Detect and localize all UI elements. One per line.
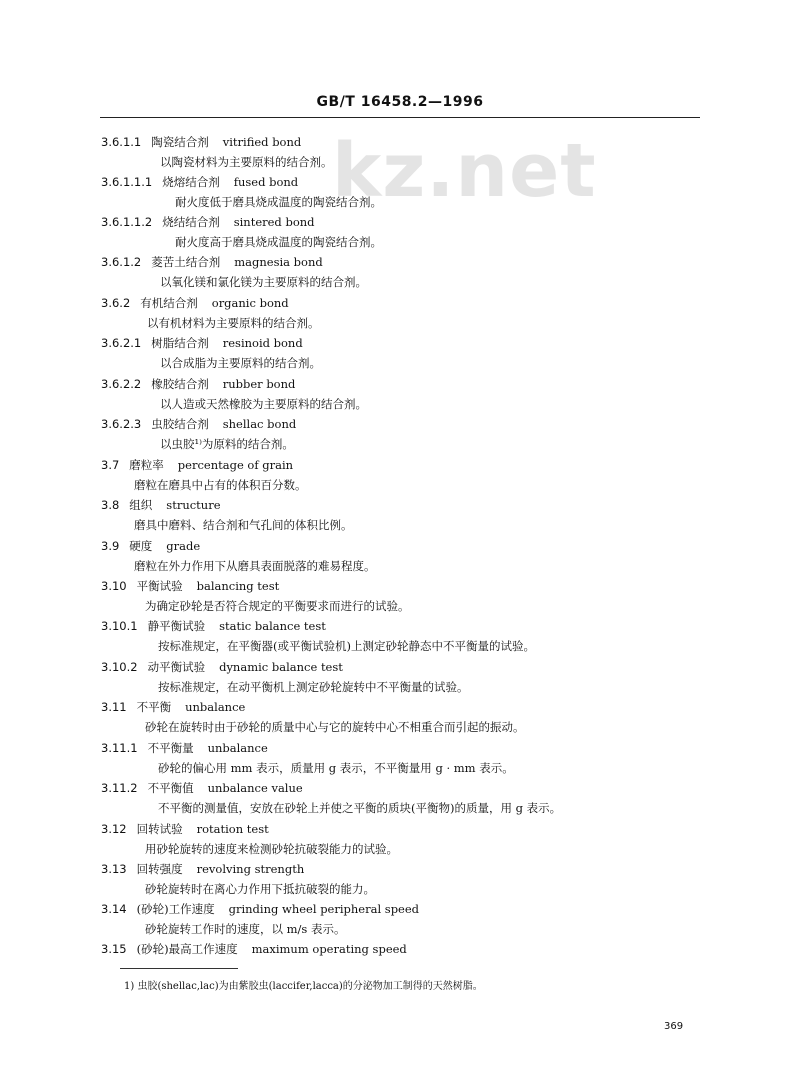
term-chinese: 回转强度 bbox=[136, 862, 183, 876]
term-line bbox=[101, 375, 295, 393]
term-definition: 砂轮旋转时在离心力作用下抵抗破裂的能力。 bbox=[145, 882, 375, 896]
footnote: 1) 虫胶(shellac,lac)为由紫胶虫(laccifer,lacca)的分泌物加工制得的天然树脂。 bbox=[124, 981, 483, 992]
clause-number: 3.6.2.1 bbox=[101, 336, 142, 350]
term-english: resinoid bond bbox=[222, 336, 303, 350]
term-chinese: 静平衡试验 bbox=[147, 619, 206, 633]
watermark: kz.net bbox=[332, 128, 597, 214]
term-chinese: 陶瓷结合剂 bbox=[151, 135, 209, 149]
clause-number: 3.6.2.3 bbox=[101, 417, 142, 431]
term-chinese: 不平衡值 bbox=[147, 781, 194, 795]
term-chinese: 有机结合剂 bbox=[140, 296, 198, 310]
term-chinese: 平衡试验 bbox=[136, 579, 183, 593]
term-line bbox=[101, 577, 279, 595]
term-english: unbalance bbox=[185, 700, 246, 714]
term-line bbox=[101, 133, 301, 151]
clause-number: 3.12 bbox=[101, 822, 127, 836]
term-english: rotation test bbox=[196, 822, 269, 836]
clause-number: 3.14 bbox=[101, 902, 127, 916]
term-english: grinding wheel peripheral speed bbox=[228, 902, 420, 916]
term-line bbox=[101, 537, 200, 555]
term-line bbox=[101, 213, 315, 231]
clause-number: 3.10.2 bbox=[101, 660, 138, 674]
term-line bbox=[101, 617, 326, 635]
term-english: sintered bond bbox=[233, 215, 315, 229]
clause-number: 3.8 bbox=[101, 498, 120, 512]
term-definition: 用砂轮旋转的速度来检测砂轮抗破裂能力的试验。 bbox=[145, 842, 398, 856]
term-english: dynamic balance test bbox=[219, 660, 343, 674]
clause-number: 3.6.2.2 bbox=[101, 377, 142, 391]
term-english: fused bond bbox=[233, 175, 299, 189]
term-definition: 以氧化镁和氯化镁为主要原料的结合剂。 bbox=[160, 275, 367, 289]
footnote-rule bbox=[120, 968, 238, 969]
term-definition: 磨粒在磨具中占有的体积百分数。 bbox=[134, 478, 307, 492]
term-chinese: (砂轮)工作速度 bbox=[136, 902, 215, 916]
term-chinese: 不平衡量 bbox=[147, 741, 194, 755]
clause-number: 3.11 bbox=[101, 700, 127, 714]
clause-number: 3.13 bbox=[101, 862, 127, 876]
term-line bbox=[101, 415, 296, 433]
term-line bbox=[101, 860, 304, 878]
term-line bbox=[101, 456, 293, 474]
term-line bbox=[101, 900, 419, 918]
term-definition: 按标准规定，在平衡器(或平衡试验机)上测定砂轮静态中不平衡量的试验。 bbox=[158, 639, 535, 653]
term-definition: 磨粒在外力作用下从磨具表面脱落的难易程度。 bbox=[134, 559, 376, 573]
term-english: magnesia bond bbox=[234, 255, 323, 269]
term-definition: 耐火度低于磨具烧成温度的陶瓷结合剂。 bbox=[175, 195, 382, 209]
clause-number: 3.9 bbox=[101, 539, 120, 553]
term-definition: 磨具中磨料、结合剂和气孔间的体积比例。 bbox=[134, 518, 353, 532]
term-line bbox=[101, 698, 245, 716]
term-english: balancing test bbox=[196, 579, 280, 593]
term-line bbox=[101, 739, 268, 757]
term-definition: 按标准规定，在动平衡机上测定砂轮旋转中不平衡量的试验。 bbox=[158, 680, 469, 694]
term-chinese: 磨粒率 bbox=[129, 458, 164, 472]
page-header: GB/T 16458.2—1996 bbox=[316, 94, 484, 110]
clause-number: 3.6.1.2 bbox=[101, 255, 142, 269]
term-chinese: 硬度 bbox=[129, 539, 153, 553]
term-english: organic bond bbox=[211, 296, 289, 310]
term-line bbox=[101, 173, 298, 191]
term-definition: 不平衡的测量值，安放在砂轮上并使之平衡的质块(平衡物)的质量，用 g 表示。 bbox=[158, 801, 562, 815]
term-chinese: 橡胶结合剂 bbox=[151, 377, 209, 391]
term-definition: 以陶瓷材料为主要原料的结合剂。 bbox=[160, 155, 333, 169]
clause-number: 3.6.1.1.2 bbox=[101, 215, 153, 229]
term-chinese: 烧结结合剂 bbox=[162, 215, 220, 229]
term-line bbox=[101, 294, 289, 312]
term-line bbox=[101, 253, 323, 271]
term-chinese: (砂轮)最高工作速度 bbox=[136, 942, 238, 956]
term-chinese: 菱苦土结合剂 bbox=[151, 255, 221, 269]
term-english: maximum operating speed bbox=[251, 942, 407, 956]
term-chinese: 烧熔结合剂 bbox=[162, 175, 220, 189]
term-definition: 以有机材料为主要原料的结合剂。 bbox=[147, 316, 320, 330]
term-english: grade bbox=[166, 539, 201, 553]
term-line bbox=[101, 496, 221, 514]
term-definition: 耐火度高于磨具烧成温度的陶瓷结合剂。 bbox=[175, 235, 382, 249]
term-line bbox=[101, 779, 303, 797]
clause-number: 3.11.2 bbox=[101, 781, 138, 795]
term-english: unbalance bbox=[207, 741, 268, 755]
clause-number: 3.10.1 bbox=[101, 619, 138, 633]
term-definition: 砂轮的偏心用 mm 表示，质量用 g 表示，不平衡量用 g · mm 表示。 bbox=[158, 761, 514, 775]
term-chinese: 组织 bbox=[129, 498, 153, 512]
term-english: revolving strength bbox=[196, 862, 305, 876]
term-english: vitrified bond bbox=[222, 135, 302, 149]
clause-number: 3.6.1.1 bbox=[101, 135, 142, 149]
page-number: 369 bbox=[664, 1021, 684, 1032]
term-chinese: 树脂结合剂 bbox=[151, 336, 209, 350]
term-english: static balance test bbox=[219, 619, 326, 633]
term-definition: 以虫胶¹⁾为原料的结合剂。 bbox=[160, 437, 294, 451]
clause-number: 3.6.2 bbox=[101, 296, 131, 310]
clause-number: 3.10 bbox=[101, 579, 127, 593]
term-line bbox=[101, 940, 407, 958]
header-rule bbox=[100, 117, 700, 118]
term-definition: 为确定砂轮是否符合规定的平衡要求而进行的试验。 bbox=[145, 599, 410, 613]
term-line bbox=[101, 334, 303, 352]
term-definition: 以合成脂为主要原料的结合剂。 bbox=[160, 356, 321, 370]
term-chinese: 虫胶结合剂 bbox=[151, 417, 209, 431]
term-english: structure bbox=[166, 498, 221, 512]
term-chinese: 动平衡试验 bbox=[147, 660, 206, 674]
term-chinese: 不平衡 bbox=[136, 700, 172, 714]
term-definition: 砂轮旋转工作时的速度，以 m/s 表示。 bbox=[145, 922, 346, 936]
clause-number: 3.6.1.1.1 bbox=[101, 175, 153, 189]
term-chinese: 回转试验 bbox=[136, 822, 183, 836]
term-definition: 砂轮在旋转时由于砂轮的质量中心与它的旋转中心不相重合而引起的振动。 bbox=[145, 720, 525, 734]
term-line bbox=[101, 658, 343, 676]
term-line bbox=[101, 820, 269, 838]
clause-number: 3.11.1 bbox=[101, 741, 138, 755]
term-english: percentage of grain bbox=[177, 458, 294, 472]
term-english: shellac bond bbox=[222, 417, 297, 431]
term-definition: 以人造或天然橡胶为主要原料的结合剂。 bbox=[160, 397, 367, 411]
term-english: unbalance value bbox=[207, 781, 303, 795]
clause-number: 3.15 bbox=[101, 942, 127, 956]
term-english: rubber bond bbox=[222, 377, 296, 391]
clause-number: 3.7 bbox=[101, 458, 120, 472]
